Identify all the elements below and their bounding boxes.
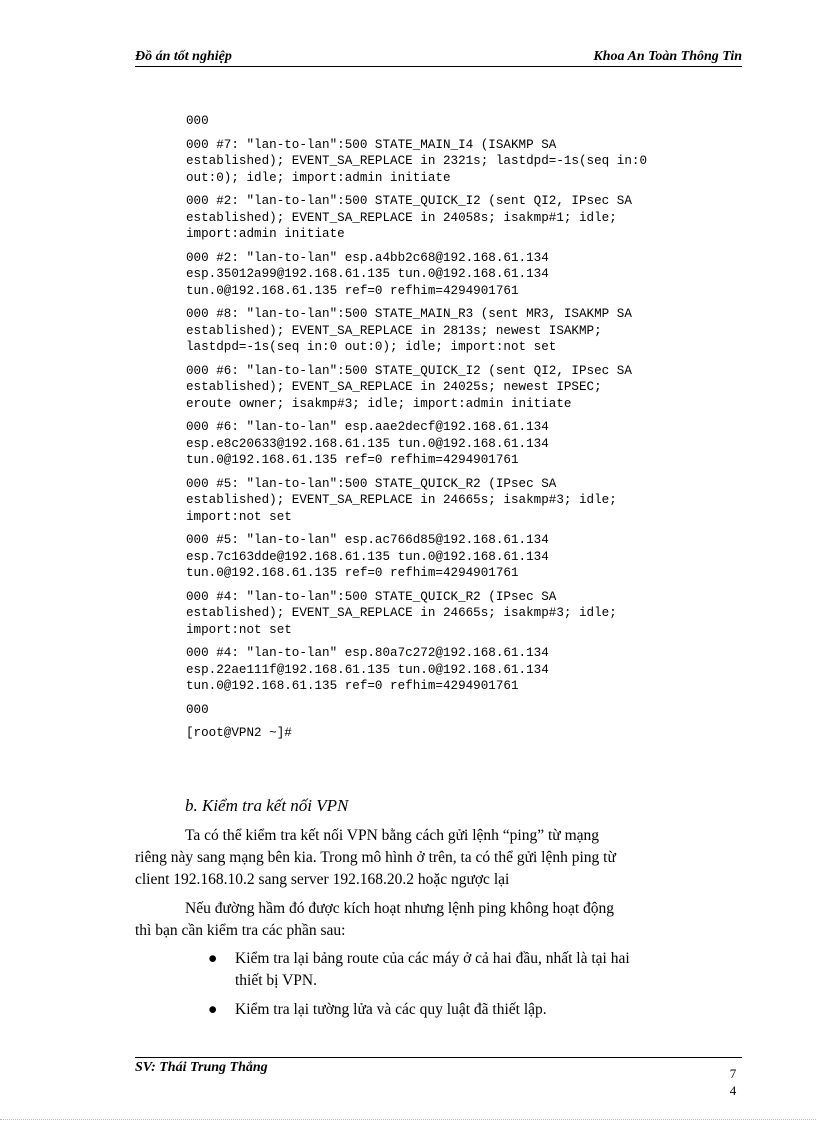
code-line: established); EVENT_SA_REPLACE in 24025s; newest IPSEC; [186,380,602,394]
code-line: 000 #2: "lan-to-lan":500 STATE_QUICK_I2 (sent QI2, IPsec SA [186,194,632,208]
list-item [208,999,743,1021]
paragraph-line: Nếu đường hầm đó được kích hoạt nhưng lệnh ping không hoạt động [185,900,615,917]
code-line: 000 #2: "lan-to-lan" esp.a4bb2c68@192.168.61.134 [186,250,549,265]
list-item-line: Kiểm tra lại bảng route của các máy ở cả hai đầu, nhất là tại hai [235,950,630,967]
paragraph-line: client 192.168.10.2 sang server 192.168.20.2 hoặc ngược lại [135,871,510,888]
code-block [186,363,746,413]
code-line: established); EVENT_SA_REPLACE in 24058s; isakmp#1; idle; [186,210,617,225]
code-line: import:not set [186,622,292,637]
code-block [186,589,746,639]
code-line: 000 #5: "lan-to-lan":500 STATE_QUICK_R2 (IPsec SA [186,476,557,491]
code-block [186,645,746,695]
paragraph-line: Ta có thể kiểm tra kết nối VPN bằng cách gửi lệnh “ping” từ mạng [185,827,600,844]
page-number-digit: 7 [729,1066,737,1081]
code-line: 000 [186,702,209,717]
list-item-line: Kiểm tra lại tường lửa và các quy luật đã thiết lập. [235,1001,547,1018]
code-block [186,725,746,742]
footer-divider [135,1057,742,1058]
code-line: established); EVENT_SA_REPLACE in 24665s; isakmp#3; idle; [186,493,617,507]
code-line: tun.0@192.168.61.135 ref=0 refhim=4294901761 [186,566,519,580]
code-block [186,193,746,243]
code-block [186,113,746,130]
code-line: established); EVENT_SA_REPLACE in 2321s; lastdpd=-1s(seq in:0 [186,154,648,168]
code-line: esp.e8c20633@192.168.61.135 tun.0@192.168.61.134 [186,436,549,451]
list-item-line: thiết bị VPN. [235,972,317,989]
code-line: out:0); idle; import:admin initiate [186,170,451,185]
code-line: 000 #4: "lan-to-lan" esp.80a7c272@192.168.61.134 [186,646,549,660]
code-block [186,250,746,300]
code-line: established); EVENT_SA_REPLACE in 24665s; isakmp#3; idle; [186,606,617,620]
list-item [208,948,743,992]
section-heading: b. Kiểm tra kết nối VPN [185,796,349,815]
code-block [186,532,746,582]
code-line: 000 #5: "lan-to-lan" esp.ac766d85@192.168.61.134 [186,533,549,547]
code-line: tun.0@192.168.61.135 ref=0 refhim=4294901761 [186,453,519,467]
paragraph-2 [135,898,741,942]
code-line: 000 #8: "lan-to-lan":500 STATE_MAIN_R3 (sent MR3, ISAKMP SA [186,307,632,321]
paragraph-line: thì bạn cần kiểm tra các phần sau: [135,922,346,939]
code-line: tun.0@192.168.61.135 ref=0 refhim=4294901761 [186,283,519,298]
bullet-dot-icon: ● [208,1001,218,1018]
page-header [135,48,742,67]
code-line: 000 #6: "lan-to-lan":500 STATE_QUICK_I2 (sent QI2, IPsec SA [186,363,632,378]
code-line: tun.0@192.168.61.135 ref=0 refhim=4294901761 [186,679,519,693]
code-line: esp.7c163dde@192.168.61.135 tun.0@192.168.61.134 [186,549,549,564]
code-line: esp.35012a99@192.168.61.135 tun.0@192.168.61.134 [186,267,549,281]
code-line: 000 #4: "lan-to-lan":500 STATE_QUICK_R2 (IPsec SA [186,589,557,604]
code-line: established); EVENT_SA_REPLACE in 2813s; newest ISAKMP; [186,323,602,338]
code-block [186,476,746,526]
page-number-digit: 4 [729,1083,737,1098]
code-line: 000 #7: "lan-to-lan":500 STATE_MAIN_I4 (ISAKMP SA [186,137,557,152]
terminal-output [186,113,746,749]
bullet-dot-icon: ● [208,950,218,967]
code-line: 000 [186,114,209,128]
code-line: 000 #6: "lan-to-lan" esp.aae2decf@192.168.61.134 [186,420,549,434]
code-line: import:not set [186,509,292,524]
checklist [208,948,743,1028]
code-block [186,702,746,719]
header-thesis-title: Đồ án tốt nghiệp [135,49,232,64]
paragraph-1 [135,825,741,891]
code-line: [root@VPN2 ~]# [186,726,292,740]
page-number [727,1065,739,1099]
code-line: eroute owner; isakmp#3; idle; import:admin initiate [186,396,572,411]
code-block [186,137,746,187]
code-line: import:admin initiate [186,227,345,241]
code-line: lastdpd=-1s(seq in:0 out:0); idle; import:not set [186,340,557,354]
code-block [186,419,746,469]
footer-student-name: SV: Thái Trung Thắng [135,1060,268,1075]
code-line: esp.22ae111f@192.168.61.135 tun.0@192.168.61.134 [186,662,549,677]
code-block [186,306,746,356]
page-bottom-edge [0,1119,816,1120]
header-faculty: Khoa An Toàn Thông Tin [593,49,742,64]
paragraph-line: riêng này sang mạng bên kia. Trong mô hình ở trên, ta có thể gửi lệnh ping từ [135,849,616,866]
